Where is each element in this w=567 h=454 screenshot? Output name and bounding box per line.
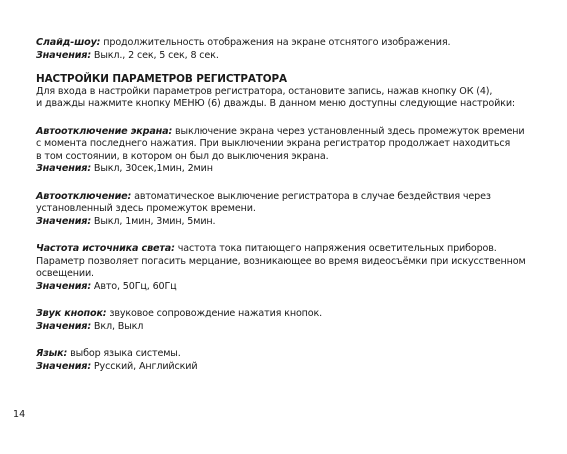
screen-off-desc-line-2: с момента последнего нажатия. При выключении экрана регистратор продолжает находиться [36, 138, 511, 149]
language-term: Язык: [36, 348, 68, 359]
light-freq-values: Авто, 50Гц, 60Гц [91, 280, 177, 292]
auto-off-term: Автоотключение: [36, 190, 132, 202]
auto-off-values-line [36, 216, 536, 229]
slideshow-values: Выкл., 2 сек, 5 сек, 8 сек. [91, 49, 219, 61]
auto-off-desc-line-2: установленный здесь промежуток времени. [36, 203, 256, 214]
language-setting [36, 348, 536, 373]
auto-off-values-label: Значения: [36, 215, 92, 227]
screen-off-values-label: Значения: [36, 163, 92, 174]
language-desc: выбор языка системы. [67, 348, 181, 359]
key-sound-values-line [36, 321, 536, 334]
screen-off-values: Выкл, 30сек,1мин, 2мин [91, 163, 213, 174]
screen-off-setting [36, 126, 536, 176]
key-sound-term: Звук кнопок: [36, 308, 107, 319]
auto-off-setting [36, 191, 536, 229]
screen-off-values-line [36, 163, 536, 176]
screen-off-term: Автоотключение экрана: [36, 125, 173, 137]
section-intro [36, 86, 536, 111]
slideshow-setting [36, 37, 536, 62]
slideshow-desc-line [36, 37, 536, 50]
section-intro-line-1: Для входа в настройки параметров регистратора, остановите запись, нажав кнопку ОК (4), [36, 85, 493, 97]
light-frequency-setting [36, 243, 536, 293]
manual-page [36, 37, 536, 373]
slideshow-values-line [36, 50, 536, 63]
section-heading: НАСТРОЙКИ ПАРАМЕТРОВ РЕГИСТРАТОРА [36, 73, 287, 85]
light-freq-desc-line-2: Параметр позволяет погасить мерцание, возникающее во время видеосъёмки при искусственном [36, 255, 526, 267]
auto-off-desc-line-1 [36, 191, 536, 204]
screen-off-desc-line-3: в том состоянии, в котором он был до выключения экрана. [36, 150, 329, 162]
light-freq-desc-1: частота тока питающего напряжения осветительных приборов. [174, 243, 497, 254]
language-values-label: Значения: [36, 360, 92, 372]
slideshow-values-label: Значения: [36, 49, 92, 61]
slideshow-term: Слайд-шоу: [36, 37, 101, 48]
key-sound-desc-line [36, 308, 536, 321]
key-sound-values: Вкл, Выкл [91, 320, 144, 332]
page-number: 14 [13, 409, 26, 420]
slideshow-desc: продолжительность отображения на экране отснятого изображения. [100, 37, 451, 48]
auto-off-values: Выкл, 1мин, 3мин, 5мин. [91, 215, 216, 227]
light-freq-values-line [36, 281, 536, 294]
language-values: Русский, Английский [91, 360, 198, 372]
screen-off-desc-1: выключение экрана через установленный здесь промежуток времени [172, 125, 525, 137]
language-values-line [36, 361, 536, 374]
light-freq-term: Частота источника света: [36, 243, 175, 254]
auto-off-desc-1: автоматическое выключение регистратора в случае бездействия через [131, 190, 491, 202]
language-desc-line [36, 348, 536, 361]
screen-off-desc-line-1 [36, 126, 536, 139]
light-freq-desc-line-3: освещении. [36, 268, 94, 279]
key-sound-setting [36, 308, 536, 333]
light-freq-values-label: Значения: [36, 280, 92, 292]
key-sound-desc: звуковое сопровождение нажатия кнопок. [106, 308, 323, 319]
light-freq-desc-line-1 [36, 243, 536, 256]
section-intro-line-2: и дважды нажмите кнопку МЕНЮ (6) дважды. В данном меню доступны следующие настройки: [36, 98, 515, 109]
key-sound-values-label: Значения: [36, 320, 92, 332]
